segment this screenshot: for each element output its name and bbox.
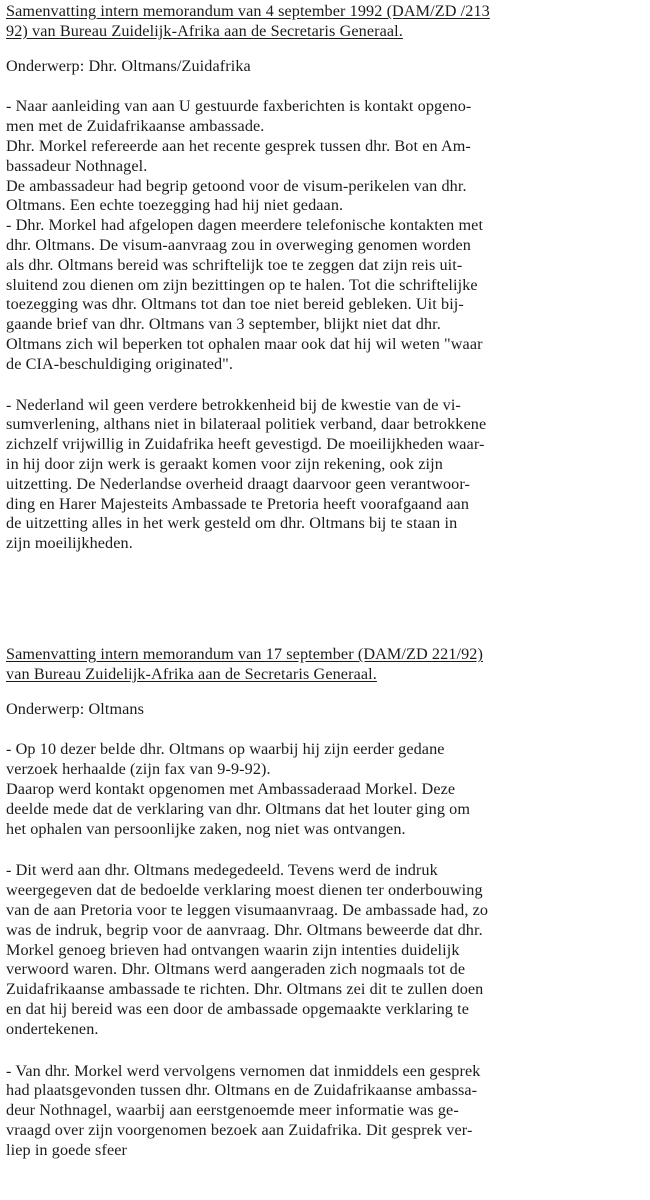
text-line: verwoord waren. Dhr. Oltmans werd aangeraden zich nogmaals tot de <box>6 960 466 979</box>
subject-line: Onderwerp: Dhr. Oltmans/Zuidafrika <box>6 56 251 75</box>
text-line: liep in goede sfeer <box>6 1140 128 1159</box>
document-page <box>6 0 646 1200</box>
text-line: Oltmans zich wil beperken tot ophalen maar ook dat hij wil weten "waar <box>6 334 483 353</box>
text-line: - Nederland wil geen verdere betrokkenheid bij de kwestie van de vi- <box>6 395 461 414</box>
text-line: deur Nothnagel, waarbij aan eerstgenoemde meer informatie was ge- <box>6 1101 459 1120</box>
text-line: vraagd over zijn voorgenomen bezoek aan Zuidafrika. Dit gesprek ver- <box>6 1120 473 1139</box>
text-line: - Van dhr. Morkel werd vervolgens vernomen dat inmiddels een gesprek <box>6 1061 481 1080</box>
text-line: De ambassadeur had begrip getoond voor de visum-perikelen van dhr. <box>6 176 467 195</box>
text-line: het ophalen van persoonlijke zaken, nog niet was ontvangen. <box>6 819 406 838</box>
text-line: de uitzetting alles in het werk gesteld om dhr. Oltmans bij te staan in <box>6 514 458 533</box>
text-line: verzoek herhaalde (zijn fax van 9-9-92). <box>6 760 271 779</box>
heading-line: van Bureau Zuidelijk-Afrika aan de Secretaris Generaal. <box>6 664 377 683</box>
text-line: Dhr. Morkel refereerde aan het recente gesprek tussen dhr. Bot en Am- <box>6 136 471 155</box>
heading-line: Samenvatting intern memorandum van 4 september 1992 (DAM/ZD /213 <box>6 2 490 20</box>
memo-1-heading <box>6 2 646 42</box>
subject-line: Onderwerp: Oltmans <box>6 699 145 718</box>
memo-2-heading <box>6 645 646 685</box>
text-line: uitzetting. De Nederlandse overheid draagt daarvoor geen verantwoor- <box>6 474 471 493</box>
text-line: zichzelf vrijwillig in Zuidafrika heeft gevestigd. De moeilijkheden waar- <box>6 435 485 454</box>
memo-1 <box>6 2 646 554</box>
text-line: Zuidafrikaanse ambassade te richten. Dhr. Oltmans zei dit te zullen doen <box>6 980 484 999</box>
memo-2-paragraph-3 <box>6 1062 646 1161</box>
text-line: toezegging was dhr. Oltmans tot dan toe niet bereid gebleken. Uit bij- <box>6 295 464 314</box>
text-line: zijn moeilijkheden. <box>6 534 133 553</box>
memo-1-paragraph-1 <box>6 97 646 374</box>
memo-2 <box>6 645 646 1161</box>
text-line: deelde mede dat de verklaring van dhr. Oltmans dat het louter ging om <box>6 799 471 818</box>
text-line: Oltmans. Een echte toezegging had hij niet gedaan. <box>6 196 344 215</box>
text-line: - Dhr. Morkel had afgelopen dagen meerdere telefonische kontakten met <box>6 216 484 235</box>
text-line: de CIA-beschuldiging originated". <box>6 354 234 373</box>
text-line: was de indruk, begrip voor de aanvraag. Dhr. Oltmans beweerde dat dhr. <box>6 920 483 939</box>
text-line: en dat hij bereid was een door de ambassade opgemaakte verklaring te <box>6 999 470 1018</box>
text-line: - Op 10 dezer belde dhr. Oltmans op waarbij hij zijn eerder gedane <box>6 740 445 759</box>
text-line: Morkel genoeg brieven had ontvangen waarin zijn intenties duidelijk <box>6 940 460 959</box>
heading-line: Samenvatting intern memorandum van 17 september (DAM/ZD 221/92) <box>6 645 483 663</box>
text-line: Daarop werd kontakt opgenomen met Ambassaderaad Morkel. Deze <box>6 779 456 798</box>
text-line: als dhr. Oltmans bereid was schriftelijk toe te zeggen dat zijn reis uit- <box>6 255 463 274</box>
memo-1-subject <box>6 57 646 77</box>
text-line: - Dit werd aan dhr. Oltmans medegedeeld. Tevens werd de indruk <box>6 861 438 880</box>
text-line: sumverlening, althans niet in bilateraal politiek verband, daar betrokkene <box>6 415 487 434</box>
text-line: - Naar aanleiding van aan U gestuurde faxberichten is kontakt opgeno- <box>6 97 472 116</box>
heading-line: 92) van Bureau Zuidelijk-Afrika aan de Secretaris Generaal. <box>6 21 403 40</box>
memo-2-subject <box>6 700 646 720</box>
text-line: ondertekenen. <box>6 1019 99 1038</box>
text-line: in hij door zijn werk is geraakt komen voor zijn rekening, ook zijn <box>6 454 443 473</box>
text-line: had plaatsgevonden tussen dhr. Oltmans en de Zuidafrikaanse ambassa- <box>6 1081 478 1100</box>
text-line: bassadeur Nothnagel. <box>6 156 148 175</box>
memo-2-paragraph-1 <box>6 740 646 839</box>
text-line: sluitend zou dienen om zijn bezittingen op te halen. Tot die schriftelijke <box>6 275 478 294</box>
text-line: van de aan Pretoria voor te leggen visumaanvraag. De ambassade had, zo <box>6 900 489 919</box>
text-line: men met de Zuidafrikaanse ambassade. <box>6 117 265 136</box>
text-line: weergegeven dat de bedoelde verklaring moest dienen ter onderbouwing <box>6 881 483 900</box>
text-line: gaande brief van dhr. Oltmans van 3 september, blijkt niet dat dhr. <box>6 315 441 334</box>
text-line: dhr. Oltmans. De visum-aanvraag zou in overweging genomen worden <box>6 235 471 254</box>
text-line: ding en Harer Majesteits Ambassade te Pretoria heeft voorafgaand aan <box>6 494 470 513</box>
memo-1-paragraph-2 <box>6 396 646 554</box>
memo-2-paragraph-2 <box>6 861 646 1039</box>
